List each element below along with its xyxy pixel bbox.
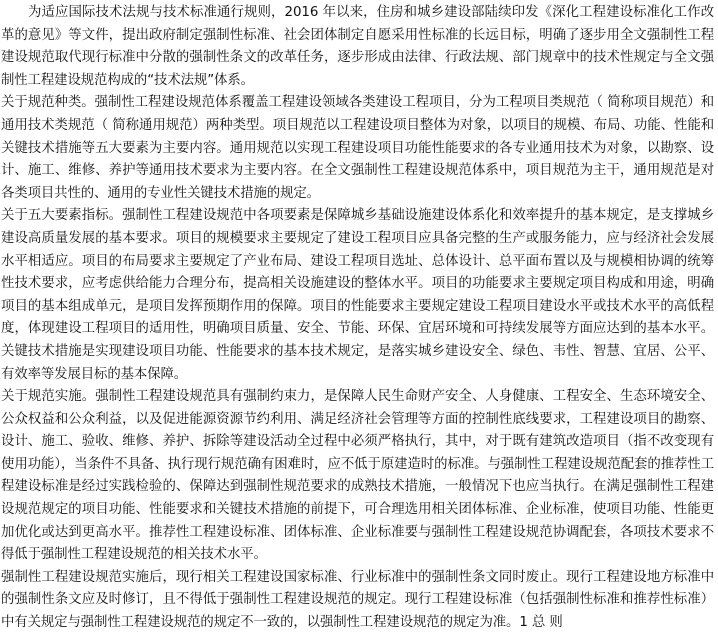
paragraph-intro: 为适应国际技术法规与技术标准通行规则，2016 年以来，住房和城乡建设部陆续印发《深化工程建设标准化工作改革的意见》等文件，提出政府制定强制性标准、社会团体制定自愿采用性标准的长远目标，明确了逐步用全文强制性工程建设规范取代现行标准中分散的强制性条文的改革任务，逐步形成由法律、行政法规、部门规章中的技术性规定与全文强制性工程建设规范构成的“技术法规”体系。 [1, 5, 714, 88]
paragraph-abolition: 强制性工程建设规范实施后，现行相关工程建设国家标准、行业标准中的强制性条文同时废止。现行工程建设地方标准中的强制性条文应及时修订，且不得低于强制性工程建设规范的规定。现行工程建设标准（包括强制性标准和推荐性标准）中有关规定与强制性工程建设规范的规定不一致的，以强制性工程建设规范的规定为准。1 总 则 [1, 569, 714, 631]
paragraph-five-elements: 关于五大要素指标。强制性工程建设规范中各项要素是保障城乡基础设施建设体系化和效率提升的基本规定，是支撑城乡建设高质量发展的基本要求。项目的规模要求主要规定了建设工程项目应具备完整的生产或服务能力，应与经济社会发展水平相适应。项目的布局要求主要规定了产业布局、建设工程项目选址、总体设计、总平面布置以及与规模相协调的统筹性技术要求，应考虑供给能力合理分布，提高相关设施建设的整体水平。项目的功能要求主要规定项目构成和用途，明确项目的基本组成单元，是项目发挥预期作用的保障。项目的性能要求主要规定建设工程项目建设水平或技术水平的高低程度，体现建设工程项目的适用性，明确项目质量、安全、节能、环保、宜居环境和可持续发展等方面应达到的基本水平。关键技术措施是实现建设项目功能、性能要求的基本技术规定，是落实城乡建设安全、绿色、韦性、智慧、宜居、公平、有效率等发展目标的基本保障。 [1, 208, 714, 382]
paragraph-spec-types: 关于规范种类。强制性工程建设规范体系覆盖工程建设领域各类建设工程项目，分为工程项目类规范（ 简称项目规范）和通用技术类规范（ 简称通用规范）两种类型。项目规范以工程建设项目整体为对象，以项目的规模、布局、功能、性能和关键技术措施等五大要素为主要内容。通用规范以实现工程建设项目功能性能要求的各专业通用技术为对象，以勘察、设计、施工、维修、养护等通用技术要求为主要内容。在全文强制性工程建设规范体系中，项目规范为主干，通用规范是对各类项目共性的、通用的专业性关键技术措施的规定。 [1, 95, 714, 201]
paragraph-implementation: 关于规范实施。强制性工程建设规范具有强制约束力，是保障人民生命财产安全、人身健康、工程安全、生态环境安全、公众权益和公众利益，以及促进能源资源节约利用、满足经济社会管理等方面的控制性底线要求，工程建设项目的勘察、设计、施工、验收、维修、养护、拆除等建设活动全过程中必须严格执行，其中，对于既有建筑改造项目（指不改变现有使用功能），当条件不具备、执行现行规范确有困难时，应不低于原建造时的标准。与强制性工程建设规范配套的推荐性工程建设标准是经过实践检验的、保障达到强制性规范要求的成熟技术措施，一般情况下也应当执行。在满足强制性工程建设规范规定的项目功能、性能要求和关键技术措施的前提下，可合理选用相关团体标准、企业标准，使项目功能、性能更加优化或达到更高水平。推荐性工程建设标准、团体标准、企业标准要与强制性工程建设规范协调配套，各项技术要求不得低于强制性工程建设规范的相关技术水平。 [1, 389, 714, 563]
